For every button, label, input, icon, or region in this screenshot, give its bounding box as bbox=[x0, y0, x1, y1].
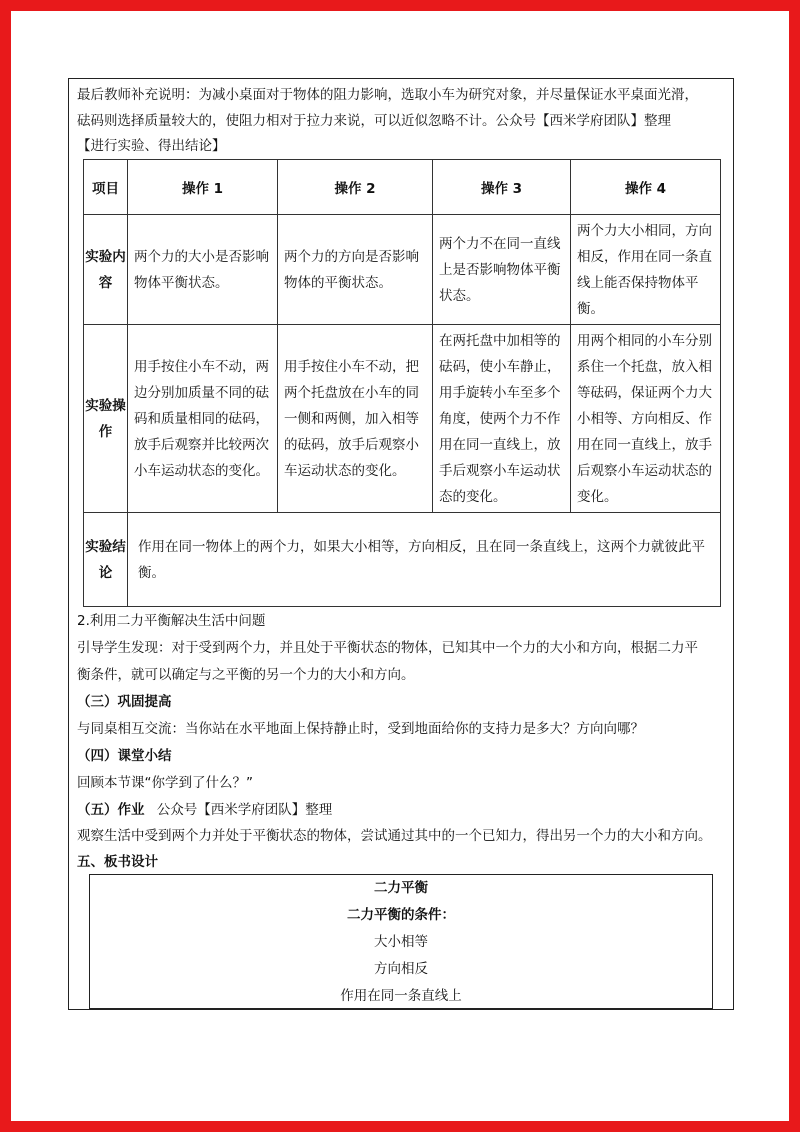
operation-cell-2: 用手按住小车不动，把两个托盘放在小车的同一侧和两侧，加入相等的砝码，放手后观察小车运动状态的变化。 bbox=[278, 325, 433, 513]
content-cell-3: 两个力不在同一直线上是否影响物体平衡状态。 bbox=[433, 215, 571, 325]
part5-text: 观察生活中受到两个力并处于平衡状态的物体，尝试通过其中的一个已知力，得出另一个力的大小和方向。 bbox=[77, 828, 712, 844]
section-label: 【进行实验、得出结论】 bbox=[77, 138, 226, 154]
content-cell-2: 两个力的方向是否影响物体的平衡状态。 bbox=[278, 215, 433, 325]
part5-note: 公众号【西米学府团队】整理 bbox=[156, 802, 333, 818]
experiment-table bbox=[83, 159, 721, 607]
operation-cell-1: 用手按住小车不动，两边分别加质量不同的砝码和质量相同的砝码，放手后观察并比较两次小车运动状态的变化。 bbox=[128, 325, 278, 513]
part2-title: 2.利用二力平衡解决生活中问题 bbox=[77, 613, 266, 629]
part4-title: （四）课堂小结 bbox=[77, 748, 172, 764]
board-design-box bbox=[89, 874, 713, 1009]
header-op3: 操作 3 bbox=[433, 160, 571, 215]
board-line-title: 二力平衡 bbox=[374, 880, 428, 896]
table-row-content bbox=[84, 215, 721, 325]
part5-title-line bbox=[77, 798, 729, 823]
intro-line-2: 砝码则选择质量较大的，使阻力相对于拉力来说，可以近似忽略不计。公众号【西米学府团队】整理 bbox=[77, 113, 671, 129]
table-row-operation bbox=[84, 325, 721, 513]
header-op2: 操作 2 bbox=[278, 160, 433, 215]
conclusion-cell: 作用在同一物体上的两个力，如果大小相等，方向相反，且在同一条直线上，这两个力就彼此平衡。 bbox=[128, 513, 721, 607]
board-heading: 五、板书设计 bbox=[77, 854, 158, 870]
table-row-conclusion bbox=[84, 513, 721, 607]
part4-text: 回顾本节课“你学到了什么？” bbox=[77, 775, 253, 791]
document-body bbox=[68, 78, 734, 1010]
part2-line-1: 引导学生发现：对于受到两个力，并且处于平衡状态的物体，已知其中一个力的大小和方向，根据二力平 bbox=[77, 640, 698, 656]
operation-cell-3: 在两托盘中加相等的砝码，使小车静止，用手旋转小车至多个角度，使两个力不作用在同一直线上，放手后观察小车运动状态的变化。 bbox=[433, 325, 571, 513]
board-line-same-line: 作用在同一条直线上 bbox=[340, 988, 462, 1004]
part5-title: （五）作业 bbox=[77, 802, 145, 818]
board-line-equal-size: 大小相等 bbox=[374, 934, 428, 950]
content-cell-1: 两个力的大小是否影响物体平衡状态。 bbox=[128, 215, 278, 325]
table-header-row bbox=[84, 160, 721, 215]
row-label-operation: 实验操作 bbox=[84, 325, 128, 513]
board-line-conditions: 二力平衡的条件： bbox=[347, 907, 455, 923]
header-item: 项目 bbox=[84, 160, 128, 215]
intro-line-1: 最后教师补充说明：为减小桌面对于物体的阻力影响，选取小车为研究对象，并尽量保证水平桌面光滑， bbox=[77, 87, 698, 103]
row-label-content: 实验内容 bbox=[84, 215, 128, 325]
part2-line-2: 衡条件，就可以确定与之平衡的另一个力的大小和方向。 bbox=[77, 667, 415, 683]
board-line-opposite-direction: 方向相反 bbox=[374, 961, 428, 977]
header-op1: 操作 1 bbox=[128, 160, 278, 215]
part3-text: 与同桌相互交流：当你站在水平地面上保持静止时，受到地面给你的支持力是多大？方向向哪？ bbox=[77, 721, 644, 737]
header-op4: 操作 4 bbox=[571, 160, 721, 215]
content-cell-4: 两个力大小相同，方向相反，作用在同一条直线上能否保持物体平衡。 bbox=[571, 215, 721, 325]
operation-cell-4: 用两个相同的小车分别系住一个托盘，放入相等砝码，保证两个力大小相等、方向相反、作用在同一直线上，放手后观察小车运动状态的变化。 bbox=[571, 325, 721, 513]
row-label-conclusion: 实验结论 bbox=[84, 513, 128, 607]
part3-title: （三）巩固提高 bbox=[77, 694, 172, 710]
